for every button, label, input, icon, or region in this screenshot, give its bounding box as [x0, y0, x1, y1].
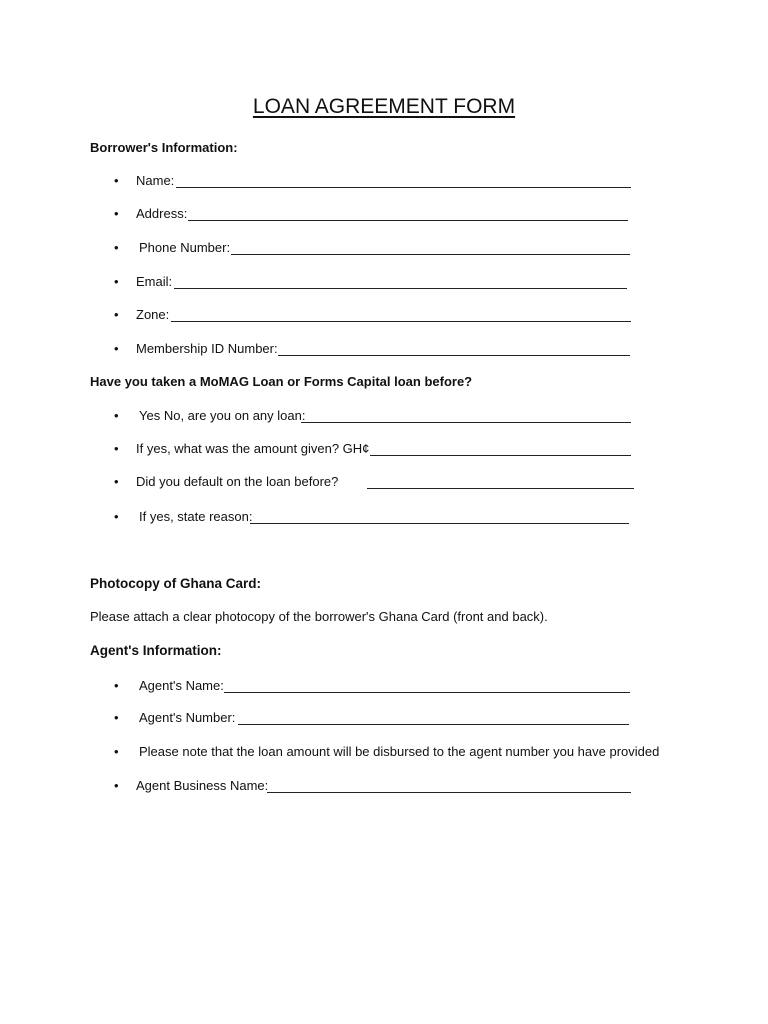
borrower-info-heading: Borrower's Information: — [90, 140, 238, 155]
field-label: Zone: — [136, 307, 170, 322]
field-row-reason — [114, 508, 634, 526]
field-label: Yes No, are you on any loan: — [139, 408, 306, 423]
bullet-icon: • — [114, 240, 119, 255]
bullet-icon: • — [114, 206, 119, 221]
bullet-icon: • — [114, 408, 119, 423]
bullet-icon: • — [114, 474, 119, 489]
field-label: Membership ID Number: — [136, 341, 278, 356]
field-row-default — [114, 473, 638, 491]
agent-business-name-blank-line[interactable] — [267, 792, 631, 793]
agent-info-heading: Agent's Information: — [90, 643, 222, 658]
field-row-email — [114, 273, 634, 291]
field-row-agent-number — [114, 709, 634, 727]
field-row-name — [114, 172, 634, 190]
field-label: Did you default on the loan before? — [136, 474, 339, 489]
field-row-membership-id — [114, 340, 634, 358]
current-loan-blank-line[interactable] — [301, 422, 631, 423]
reason-blank-line[interactable] — [250, 523, 629, 524]
field-label: Email: — [136, 274, 173, 289]
field-label: Name: — [136, 173, 175, 188]
field-label: Agent's Name: — [139, 678, 224, 693]
bullet-icon: • — [114, 341, 119, 356]
bullet-icon: • — [114, 710, 119, 725]
default-blank-line[interactable] — [367, 488, 634, 489]
field-row-amount-given — [114, 440, 634, 458]
field-label: Address: — [136, 206, 188, 221]
field-label: If yes, state reason: — [139, 509, 253, 524]
ghana-card-heading: Photocopy of Ghana Card: — [90, 576, 262, 591]
field-row-agent-name — [114, 677, 634, 695]
note-text: Please note that the loan amount will be disbursed to the agent number you have provided — [139, 744, 660, 759]
bullet-icon: • — [114, 441, 119, 456]
prior-loan-heading: Have you taken a MoMAG Loan or Forms Capital loan before? — [90, 374, 473, 389]
bullet-icon: • — [114, 307, 119, 322]
membership-id-blank-line[interactable] — [278, 355, 630, 356]
address-blank-line[interactable] — [188, 220, 628, 221]
zone-blank-line[interactable] — [171, 321, 631, 322]
field-row-current-loan — [114, 407, 634, 425]
bullet-icon: • — [114, 274, 119, 289]
bullet-icon: • — [114, 744, 119, 759]
agent-name-blank-line[interactable] — [224, 692, 630, 693]
field-row-phone — [114, 239, 634, 257]
phone-blank-line[interactable] — [231, 254, 630, 255]
field-label: Phone Number: — [139, 240, 231, 255]
field-row-address — [114, 205, 634, 223]
amount-blank-line[interactable] — [370, 455, 631, 456]
field-label: Agent's Number: — [139, 710, 236, 725]
agent-number-note — [114, 743, 674, 761]
field-label: If yes, what was the amount given? GH¢ — [136, 441, 370, 456]
field-row-agent-business-name — [114, 777, 634, 795]
bullet-icon: • — [114, 173, 119, 188]
name-blank-line[interactable] — [176, 187, 631, 188]
email-blank-line[interactable] — [174, 288, 627, 289]
field-row-zone — [114, 306, 634, 324]
bullet-icon: • — [114, 509, 119, 524]
page-title: LOAN AGREEMENT FORM — [252, 95, 516, 118]
bullet-icon: • — [114, 778, 119, 793]
field-label: Agent Business Name: — [136, 778, 269, 793]
agent-number-blank-line[interactable] — [238, 724, 629, 725]
bullet-icon: • — [114, 678, 119, 693]
ghana-card-instruction: Please attach a clear photocopy of the borrower's Ghana Card (front and back). — [90, 609, 548, 624]
